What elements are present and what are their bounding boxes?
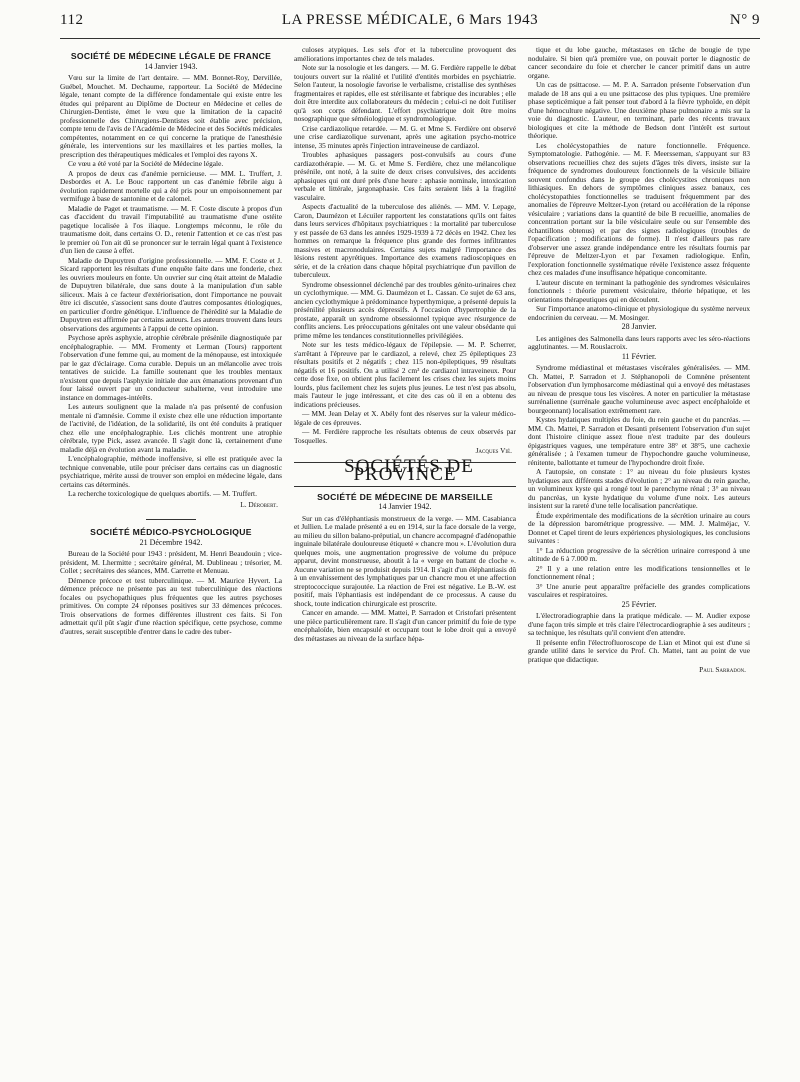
section-title: SOCIÉTÉ MÉDICO-PSYCHOLOGIQUE: [90, 527, 252, 537]
paragraph: L'encéphalographie, méthode inoffensive, si elle est pratiquée avec la technique convenable, utile pour préciser dans certains cas un diagnostic psychiatrique, mérite aussi de trouver son emploi en médecine légale, dans certains cas déterminés.: [60, 454, 282, 489]
paragraph: — MM. Jean Delay et X. Abély font des réserves sur la valeur médico-légale de ces épreuves.: [294, 409, 516, 427]
province-heading: SOCIÉTÉS DE PROVINCE: [344, 455, 474, 485]
section-title: SOCIÉTÉ DE MÉDECINE LÉGALE DE FRANCE: [70, 51, 272, 61]
paragraph: 2° Il y a une relation entre les modifications tensionnelles et le fonctionnement rénal ;: [528, 563, 750, 581]
paragraph: Démence précoce et test tuberculinique. — M. Maurice Hyvert. La démence précoce ne présente pas au test tuberculinique des réactions focales ou psychopathiques plus fréquentes que les autres psychoses primitives. On compte 24 réponses positives sur 33 démences précoces. Trois observations de formes différentes illustrent ces faits. Si l'on admettait qu'il pût s'agir d'une réaction spécifique, cette psychose, comme d'autres, serait susceptible d'entrer dans le cadre des tuber-: [60, 575, 282, 636]
paragraph: Ce vœu a été voté par la Société de Médecine légale.: [68, 159, 224, 168]
paragraph: La recherche toxicologique de quelques abortifs. — M. Truffert.: [68, 489, 257, 498]
paragraph: A propos de deux cas d'anémie pernicieuse. — MM. L. Truffert, J. Desbordes et A. Le Bouc rapportent un cas d'anémie fébrile aigu à évolution rapidement mortelle qui a été pris pour un empoisonnement par vermifuge à base de santonine et de calomel.: [60, 168, 282, 203]
province-rule: [294, 486, 516, 487]
session-date: 21 Décembre 1942.: [139, 537, 203, 547]
section-divider: [146, 519, 196, 520]
column-2: [294, 46, 516, 1046]
session-date: 28 Janvier.: [621, 322, 657, 331]
paragraph: Note sur la nosologie et les dangers. — M. G. Ferdière rappelle le débat toujours ouvert sur la réalité et l'utilité d'entités morbides en psychiatrie. Selon l'auteur, la nosologie favorise le verbalisme, cristallise des synthèses fragmentaires et rapides, elle est stérilisante et fabrique des incurables ; elle doit être interdite aux collaborateurs du médecin ; celui-ci ne doit l'utiliser qu'à son corps défendant. L'effort psychiatrique doit être moins nosographique que séméiologique et syndromologique.: [294, 63, 516, 123]
signature: L. Dérobert.: [240, 499, 278, 509]
session-date: 25 Février.: [621, 599, 657, 609]
paragraph: Aspects d'actualité de la tuberculose des aliénés. — MM. V. Lepage, Caron, Daumézon et Lécuiler rapportent les constatations qu'ils ont faites dans leurs services d'hôpitaux psychiatriques : la mortalité par tuberculose y est passée de 63 dans les années 1929-1939 à 72 décès en 1942. Chez les hommes on remarque la fréquence plus grande des formes infiltrantes massives et macronodulaires. Certains sujets malgré l'importance des lésions restent apyrétiques. Importance des examens radioscopiques en série, et de la création dans chaque hôpital psychiatrique d'un pavillon de tuberculeux.: [294, 202, 516, 279]
paragraph: Troubles aphasiques passagers post-convulsifs au cours d'une cardiazothérapie. — M. G. et Mme S. Ferdière, chez une mélancolique présénile, ont noté, à la suite de deux crises convulsives, des accidents aphasiques qui ont duré près d'une heure : aphasie nominale, intoxication verbale et littérale, jargonaphasie. Ces faits seraient liés à la fragilité vasculaire.: [294, 150, 516, 202]
header-rule: [60, 38, 760, 39]
session-date: 11 Février.: [621, 351, 657, 361]
paragraph: Un cas de psittacose. — M. P. A. Sarradon présente l'observation d'un malade de 18 ans qui a eu une psittacose des plus typiques. Une première phase septicémique a fait penser tout d'abord à la fièvre typhoïde, en dépit d'une hémoculture négative. Une deuxième phase pulmonaire a mis sur la voie du diagnostic. L'auteur, en terminant, parle des récents travaux biologiques et cite la méthode de Bedson dont l'intérêt est surtout théorique.: [528, 80, 750, 140]
paragraph: Note sur les tests médico-légaux de l'épilepsie. — M. P. Scherrer, s'arrêtant à l'épreuve par le cardiazol, a relevé, chez 25 épileptiques 23 résultats positifs et 2 négatifs ; chez 115 non-épileptiques, 99 résultats négatifs et 16 positifs. On a utilisé 2 cm³ de cardiazol intraveineux. Pour cette dose fixe, on obtient plus facilement les crises chez les sujets moins lourds, plus facilement chez les sujets plus jeunes. Le test n'est pas absolu, mais l'auteur le juge intéressant, et cite des cas où il en a obtenu des indications précieuses.: [294, 340, 516, 409]
paragraph: Les cholécystopathies de nature fonctionnelle. Fréquence. Symptomatologie. Pathogénie. — M. F. Meersseman, s'appuyant sur 83 observations recueillies chez des sujets d'âges très divers, insiste sur la fréquence de syndromes douloureux fonctionnels de la vésicule biliaire souvent confondus dans le groupe des cholécystites chroniques non lithiasiques. En dehors de symptômes cliniques assez banaux, ces cholécystopathies fonctionnelles se traduisent fréquemment par des anomalies de l'épreuve Meltzer-Lyon (retard ou accélération de la réponse vésiculaire ; variations dans la quantité de bile B recueillie, anomalies de concentration portant sur la bile vésiculaire seule ou sur l'ensemble des échantillons obtenus) et par des signes radiologiques (troubles de l'opacification ; modifications de forme). Il n'est d'ailleurs pas rare d'observer une assez grande indépendance entre les résultats fournis par l'épreuve de Meltzer-Lyon et par l'examen radiologique. Enfin, l'exploration fonctionnelle systématique révèle l'existence assez fréquente chez ces malades d'une insuffisance hépatique concomitante.: [528, 140, 750, 277]
paragraph: Les auteurs soulignent que la malade n'a pas présenté de confusion mentale ni d'amnésie. Comme il existe chez elle une réduction importante de l'activité, de l'idéation, de la solidarité, ils ont été conduits à pratiquer chez elle une encéphalographie. Les clichés montrent une atrophie cérébrale, type Pick, assez avancée. Il s'agit donc là, certainement d'une maladie déjà en évolution avant la maladie.: [60, 402, 282, 454]
paragraph: Maladie de Paget et traumatisme. — M. F. Coste discute à propos d'un cas d'accident du travail l'imputabilité au traumatisme d'une ostéite pagetique localisée à l'os iliaque. Longtemps méconnu, le rôle du traumatisme doit, dans certains O. D., retenir l'attention et ce cas n'est pas le premier où l'on ait dû se prononcer sur le terrain légal quant à l'existence d'un lien de cause à effet.: [60, 203, 282, 255]
column-1: [60, 46, 282, 1046]
page-number: 112: [60, 12, 84, 28]
paragraph: Sur l'importance anatomo-clinique et physiologique du système nerveux endocrinien du cerveau. — M. Mosinger.: [528, 304, 750, 322]
session-date: 14 Janvier 1943.: [144, 61, 198, 71]
paragraph: Maladie de Dupuytren d'origine professionnelle. — MM. F. Coste et J. Sicard rapportent les résultats d'une enquête faite dans une fonderie, chez les ouvriers mouleurs en fonte. Un ouvrier sur cinq était atteint de Maladie de Dupuytren bilatérale, due sans doute à la manipulation d'un sable siliceux. Mais à ce facteur d'extériorisation, dont l'importance ne pouvait être ici discutée, s'associent sans doute d'autres composantes étiologiques, en particulier d'ordre génétique. L'influence de l'hérédité sur la Maladie de Dupuytren est affirmée par certains auteurs. Les auteurs trouvent dans leurs observations des arguments à l'appui de cette opinion.: [60, 255, 282, 333]
paragraph: Psychose après asphyxie, atrophie cérébrale présénile diagnostiquée par encéphalographie. — MM. Fromenty et Lerman (Tours) rapportent l'observation d'une femme qui, au moment de la ménopause, est intoxiquée par le gaz d'éclairage. Coma curable. Depuis un an mélancolie avec trois tentatives de suicide. La famille soutenant que les troubles mentaux n'existent que depuis l'asphyxie initiale due aux émanations provenant d'un four laissé ouvert par un conducteur subalterne, veut introduire une instance en dommages-intérêts.: [60, 333, 282, 402]
section-title: SOCIÉTÉ DE MÉDECINE DE MARSEILLE: [317, 491, 493, 502]
paragraph: Sur un cas d'éléphantiasis monstrueux de la verge. — MM. Casabianca et Jullien. Le malade présenté a eu en 1914, sur la face dorsale de la verge, au milieu du sillon balano-préputial, un chancre accompagné d'adénopathie inguinale bilatérale douloureuse étiqueté « chancre mou ». L'évolution dura quelques mois, une augmentation progressive de volume du prépuce apparut, devint monstrueuse, aboutit à la « verge en battant de cloche ». Aucune variation ne se produisit depuis 1914. Il s'agit d'un éléphantiasis dû à un envahissement des lymphatiques par un chancre mou et une affection streptococcique surajoutée. La réaction de Frei est négative. Le B.-W. est positif, mais l'éphantiasis est indépendant de ce processus. A cause du shock, toute indication chirurgicale est proscrite.: [294, 513, 516, 608]
paragraph: — M. Ferdière rapproche les résultats obtenus de ceux observés par Tosquelles.: [294, 427, 516, 445]
paragraph: Kystes hydatiques multiples du foie, du rein gauche et du pancréas. — MM. Ch. Mattei, P. Sarradon et Desanti présentent l'observation d'un sujet dont l'histoire clinique assez floue n'est traduite par des douleurs épigastriques vagues, une température entre 38° et 38°5, une cachexie généralisée ; à l'examen tumeur de l'hypochondre gauche volumineuse, rénitente, ballottante et tumeur de l'hypochondre droit fixée.: [528, 415, 750, 467]
paragraph: Crise cardiazolique retardée. — M. G. et Mme S. Ferdière ont observé une crise cardiazolique survenant, après une agitation psycho-motrice intense, 35 minutes après l'injection intraveineuse de cardiazol.: [294, 123, 516, 150]
paragraph: Les antigènes des Salmonella dans leurs rapports avec les séro-réactions agglutinantes. — M. Rouslacroix.: [528, 333, 750, 351]
session-date: 14 Janvier 1942.: [378, 502, 432, 511]
paragraph: L'électroradiographie dans la pratique médicale. — M. Audier expose d'une façon très simple et très claire l'électrocardiographie à ses auditeurs ; sa technique, les résultats qu'il convient d'en attendre.: [528, 611, 750, 637]
paragraph: Bureau de la Société pour 1943 : président, M. Henri Beaudouin ; vice-président, M. Lhermitte ; secrétaire général, M. Dublineau ; trésorier, M. Collet ; secrétaires des séances, MM. Carrette et Menuau.: [60, 549, 282, 575]
paragraph: culoses atypiques. Les sels d'or et la tuberculine provoquent des améliorations importantes chez de tels malades.: [294, 46, 516, 63]
paragraph: tique et du lobe gauche, métastases en tâche de bougie de type nodulaire. Si bien qu'à première vue, on pouvait porter le diagnostic de cancer secondaire du foie et chercher le cancer primitif dans un autre organe.: [528, 46, 750, 80]
column-3: [528, 46, 750, 1046]
paragraph: 3° Une anurie peut apparaître préfacielle des grandes complications vasculaires et respiratoires.: [528, 581, 750, 599]
paragraph: Cancer en amande. — MM. Mattei, P. Sarradon et Cristofari présentent une pièce particulièrement rare. Il s'agit d'un cancer primitif du foie de type encéphaloïde, bien encapsulé et occupant tout le lobe droit qui a envoyé des métastases au niveau de la surface hépa-: [294, 608, 516, 643]
running-head: [60, 12, 760, 34]
paragraph: L'auteur discute en terminant la pathogénie des syndromes vésiculaires fonctionnels : théorie purement vésiculaire, théorie hépatique, et les orientations thérapeutiques qui en découlent.: [528, 277, 750, 304]
paragraph: 1° La réduction progressive de la sécrétion urinaire correspond à une altitude de 6 à 7.000 m.: [528, 545, 750, 563]
issue-number: N° 9: [729, 12, 760, 28]
signature: Paul Sarradon.: [699, 665, 746, 674]
paragraph: Étude expérimentale des modifications de la sécrétion urinaire au cours de la dépression barométrique progressive. — MM. J. Malméjac, V. Donnet et Capel tirent de leurs expériences physiologiques, les conclusions suivantes :: [528, 510, 750, 545]
paragraph: Syndrome médiastinal et métastases viscérales généralisées. — MM. Ch. Mattei, P. Sarradon et J. Stéphanopoli de Comnène présentent l'observation d'un lymphosarcome médiastinal qui a envoyé des métastases au niveau de presque tous les viscères. A noter en particulier la métastase surrénalienne (surrénale gauche volumineuse avec aspect encéphaloïde et bourgeonnant) localisation extrêmement rare.: [528, 363, 750, 415]
paragraph: Syndrome obsessionnel déclenché par des troubles génito-urinaires chez un cyclothymique. — MM. G. Daumézon et L. Cassan. Ce sujet de 63 ans, ancien cyclothymique à prédominance hyperthymique, a présenté depuis la présénilité plusieurs accès dépressifs. A l'occasion d'hypertrophie de la prostate, apparaît un syndrome obsessionnel typique avec résurgence de conflits anciens. Les préoccupations génitales ont une valeur obsédante qui prime même les tendances constitutionnelles privilégiées.: [294, 279, 516, 340]
paragraph: Il présente enfin l'électrofluoroscope de Lian et Minot qui est d'une si grande utilité dans le service du Prof. Ch. Mattei, tant au point de vue pratique que didactique.: [528, 637, 750, 664]
paragraph: Vœu sur la limite de l'art dentaire. — MM. Bonnet-Roy, Dervillée, Guébel, Mouchet. M. Dechaume, rapporteur. La Société de Médecine légale, tenant compte de la différence fondamentale qui existe entre les études qui préparent au Diplôme de Docteur en Médecine et celles de Chirurgien-Dentiste, émet le vœu que la limitation de la capacité professionnelle des Chirurgiens-Dentistes soit établie avec précision, compte tenu de l'avis de l'Académie de Médecine et des Sociétés médicales compétentes, notamment en ce qui concerne la pratique de l'anesthésie générale, les interventions sur les maxillaires et les parties molles, la prescription des thérapeutiques médicales et l'emploi des rayons X.: [60, 73, 282, 159]
paragraph: A l'autopsie, on constate : 1° au niveau du foie plusieurs kystes hydatiques aux différents stades d'évolution ; 2° au niveau du rein gauche, un volumineux kyste qui a rongé tout le parenchyme rénal ; 3° au niveau du pancréas, un kyste hydatique du volume d'une noix. Les auteurs insistent sur la rareté d'une telle localisation pancréatique.: [528, 467, 750, 510]
journal-title: LA PRESSE MÉDICALE, 6 Mars 1943: [281, 12, 539, 28]
signature: Jacques Vié.: [475, 446, 512, 455]
